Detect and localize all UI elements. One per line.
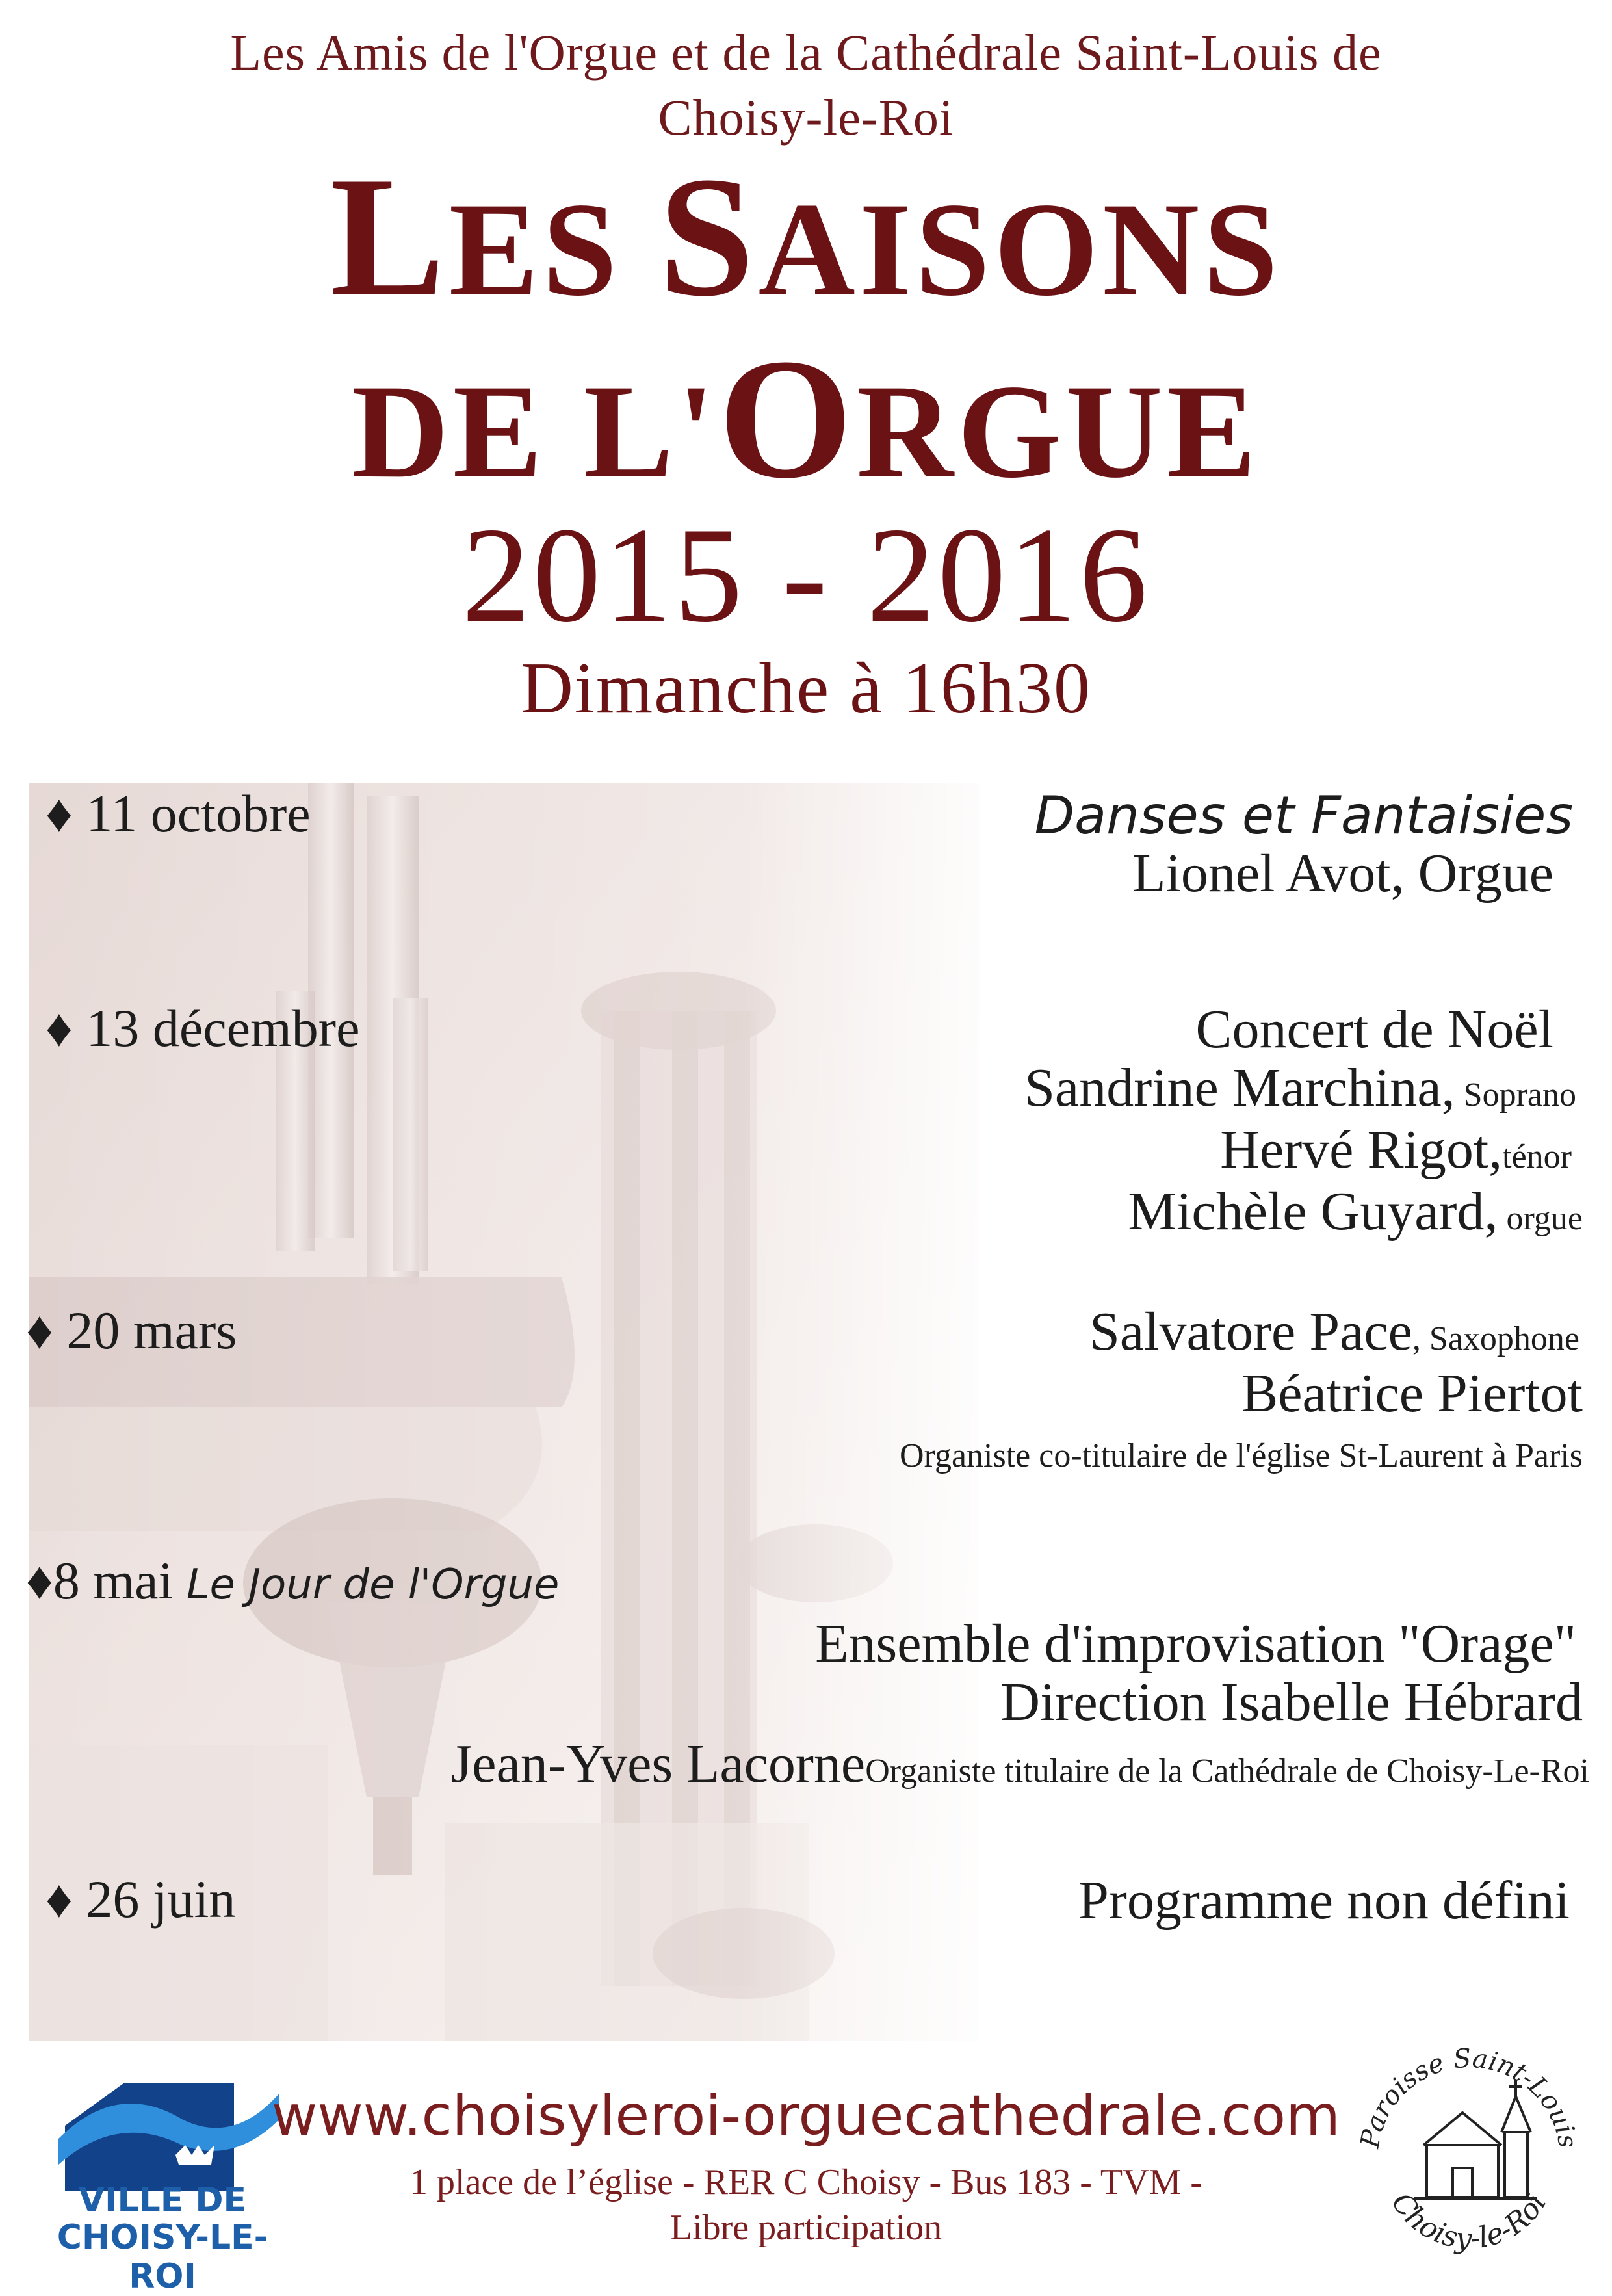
concert-time: Dimanche à 16h30 [521, 648, 1091, 729]
event-performer: Lionel Avot, Orgue [1132, 843, 1554, 904]
church-icon [1414, 2080, 1537, 2198]
performer-role: , Saxophone [1412, 1320, 1580, 1357]
performer-role: Organiste co-titulaire de l'église St-Laurent à Paris [900, 1437, 1583, 1474]
event-title: Danses et Fantaisies [1034, 785, 1573, 846]
event-line: Ensemble d'improvisation "Orage" [815, 1613, 1576, 1674]
address: 1 place de l’église - RER C Choisy - Bus 183 - TVM - [410, 2162, 1202, 2202]
title-smallcaps: AISONS [758, 175, 1282, 324]
season-years: 2015 - 2016 [462, 500, 1150, 651]
event-title: Concert de Noël [1195, 999, 1554, 1060]
title-line-2 [0, 324, 1612, 514]
performer-role: orgue [1498, 1200, 1583, 1237]
event-subtitle: Le Jour de l'Orgue [186, 1561, 560, 1609]
event-date: ♦ 11 octobre [46, 784, 311, 843]
website-link[interactable]: www.choisyleroi-orguecathedrale.com [272, 2083, 1340, 2148]
paroisse-saint-louis-logo [1352, 2035, 1586, 2269]
paroisse-logo-bottom-text: Choisy-le-Roi [1384, 2186, 1554, 2256]
performer-name: Hervé Rigot, [1220, 1119, 1503, 1180]
event-date [26, 1550, 559, 1611]
title-smallcaps: DE L' [352, 357, 719, 506]
event-performer [52, 1118, 1612, 1181]
event-date-text: ♦8 mai [26, 1551, 187, 1610]
ville-name-line-2: CHOISY-LE-ROI [57, 2218, 268, 2296]
performer-name: Béatrice Piertot [1242, 1363, 1583, 1424]
ville-name-line-1: VILLE DE [78, 2181, 247, 2220]
performer-name: Sandrine Marchina, [1024, 1058, 1455, 1118]
event-performer [52, 1732, 1612, 1795]
title-line-1 [0, 142, 1612, 332]
performer-name: Michèle Guyard, [1128, 1181, 1498, 1242]
title-smallcaps: RGUE [856, 357, 1260, 506]
paroisse-logo-top-text: Paroisse Saint-Louis [1355, 2043, 1583, 2150]
event-performer [52, 1180, 1612, 1243]
performer-role: Organiste titulaire de la Cathédrale de Choisy-Le-Roi [865, 1753, 1589, 1790]
event-date: ♦ 20 mars [26, 1301, 237, 1360]
event-date: ♦ 13 décembre [46, 998, 360, 1058]
performer-name: Salvatore Pace [1089, 1301, 1412, 1362]
title-smallcaps: ES [448, 175, 659, 324]
title-letter: L [330, 142, 449, 332]
event-performer [52, 1300, 1612, 1363]
participation-note: Libre participation [670, 2208, 942, 2248]
event-title: Programme non défini [1078, 1870, 1570, 1931]
organizer-line-1: Les Amis de l'Orgue et de la Cathédrale Saint-Louis de [230, 24, 1382, 81]
organizer-line-2: Choisy-le-Roi [658, 89, 954, 146]
title-letter: S [658, 142, 759, 332]
event-performer [52, 1056, 1612, 1119]
performer-name: Jean-Yves Lacorne [450, 1734, 866, 1794]
performer-role: ténor [1502, 1138, 1572, 1175]
title-letter: O [718, 324, 857, 514]
event-line: Direction Isabelle Hébrard [1000, 1672, 1583, 1732]
event-date: ♦ 26 juin [46, 1870, 236, 1929]
performer-role: Soprano [1455, 1076, 1576, 1114]
